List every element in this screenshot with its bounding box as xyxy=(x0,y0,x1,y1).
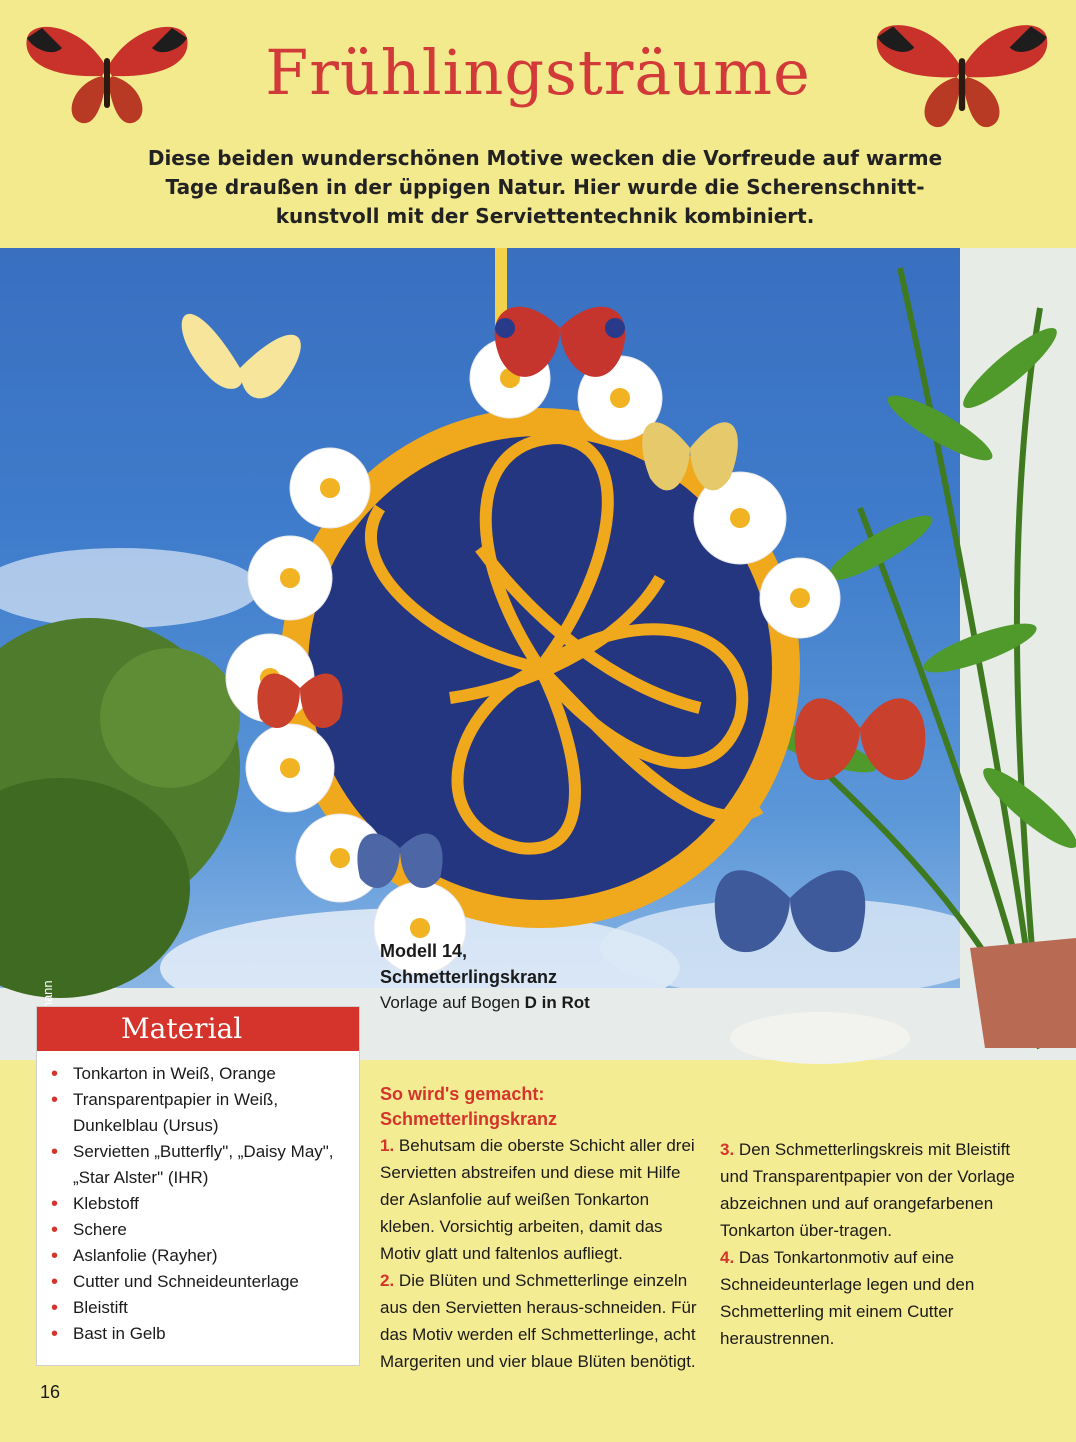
material-heading: Material xyxy=(37,1007,359,1051)
instructions-column-2 xyxy=(720,1136,1040,1352)
page-title: Frühlingsträume xyxy=(265,36,811,109)
list-item: • Cutter und Schneideunterlage xyxy=(49,1269,349,1295)
step-1: 1. Behutsam die oberste Schicht aller drei Servietten abstreifen und diese mit Hilfe der Aslanfolie auf weißen Tonkarton kleben. Vorsichtig arbeiten, damit das Motiv glatt und faltenlos aufliegt. xyxy=(380,1136,695,1263)
list-item: • Aslanfolie (Rayher) xyxy=(49,1243,349,1269)
intro-text: Diese beiden wunderschönen Motive wecken die Vorfreude auf warme Tage draußen in der üppigen Natur. Hier wurde die Scherenschnitt-kunstvoll mit der Serviettentechnik kombiniert. xyxy=(147,146,943,228)
step-3: 3. Den Schmetterlingskreis mit Bleistift und Transparentpapier von der Vorlage abzeichnen und auf orangefarbenen Tonkarton über-tragen. xyxy=(720,1140,1015,1240)
caption-vorlage: Vorlage auf Bogen D in Rot xyxy=(380,993,590,1012)
list-item: • Bast in Gelb xyxy=(49,1321,349,1347)
material-list xyxy=(37,1061,359,1347)
page-number: 16 xyxy=(40,1382,61,1402)
instructions-title-2: Schmetterlingskranz xyxy=(380,1109,558,1129)
instructions-column-1 xyxy=(380,1082,700,1375)
list-item: • Transparentpapier in Weiß, Dunkelblau (Ursus) xyxy=(49,1087,349,1139)
caption-title-2: Schmetterlingskranz xyxy=(380,967,558,987)
step-4: 4. Das Tonkartonmotiv auf eine Schneideunterlage legen und den Schmetterling mit einem Cutter heraustrennen. xyxy=(720,1248,975,1348)
step-2: 2. Die Blüten und Schmetterlinge einzeln aus den Servietten heraus-schneiden. Für das Motiv werden elf Schmetterlinge, acht Margeriten und vier blaue Blüten benötigt. xyxy=(380,1271,697,1371)
caption-title-1: Modell 14, xyxy=(380,941,468,961)
list-item: • Klebstoff xyxy=(49,1191,349,1217)
list-item: • Schere xyxy=(49,1217,349,1243)
list-item: • Tonkarton in Weiß, Orange xyxy=(49,1061,349,1087)
list-item: • Servietten „Butterfly", „Daisy May", „Star Alster" (IHR) xyxy=(49,1139,349,1191)
instructions-title-1: So wird's gemacht: xyxy=(380,1084,545,1104)
photo-caption xyxy=(380,938,590,1016)
list-item: • Bleistift xyxy=(49,1295,349,1321)
header xyxy=(0,0,1076,248)
material-box xyxy=(36,1006,360,1366)
